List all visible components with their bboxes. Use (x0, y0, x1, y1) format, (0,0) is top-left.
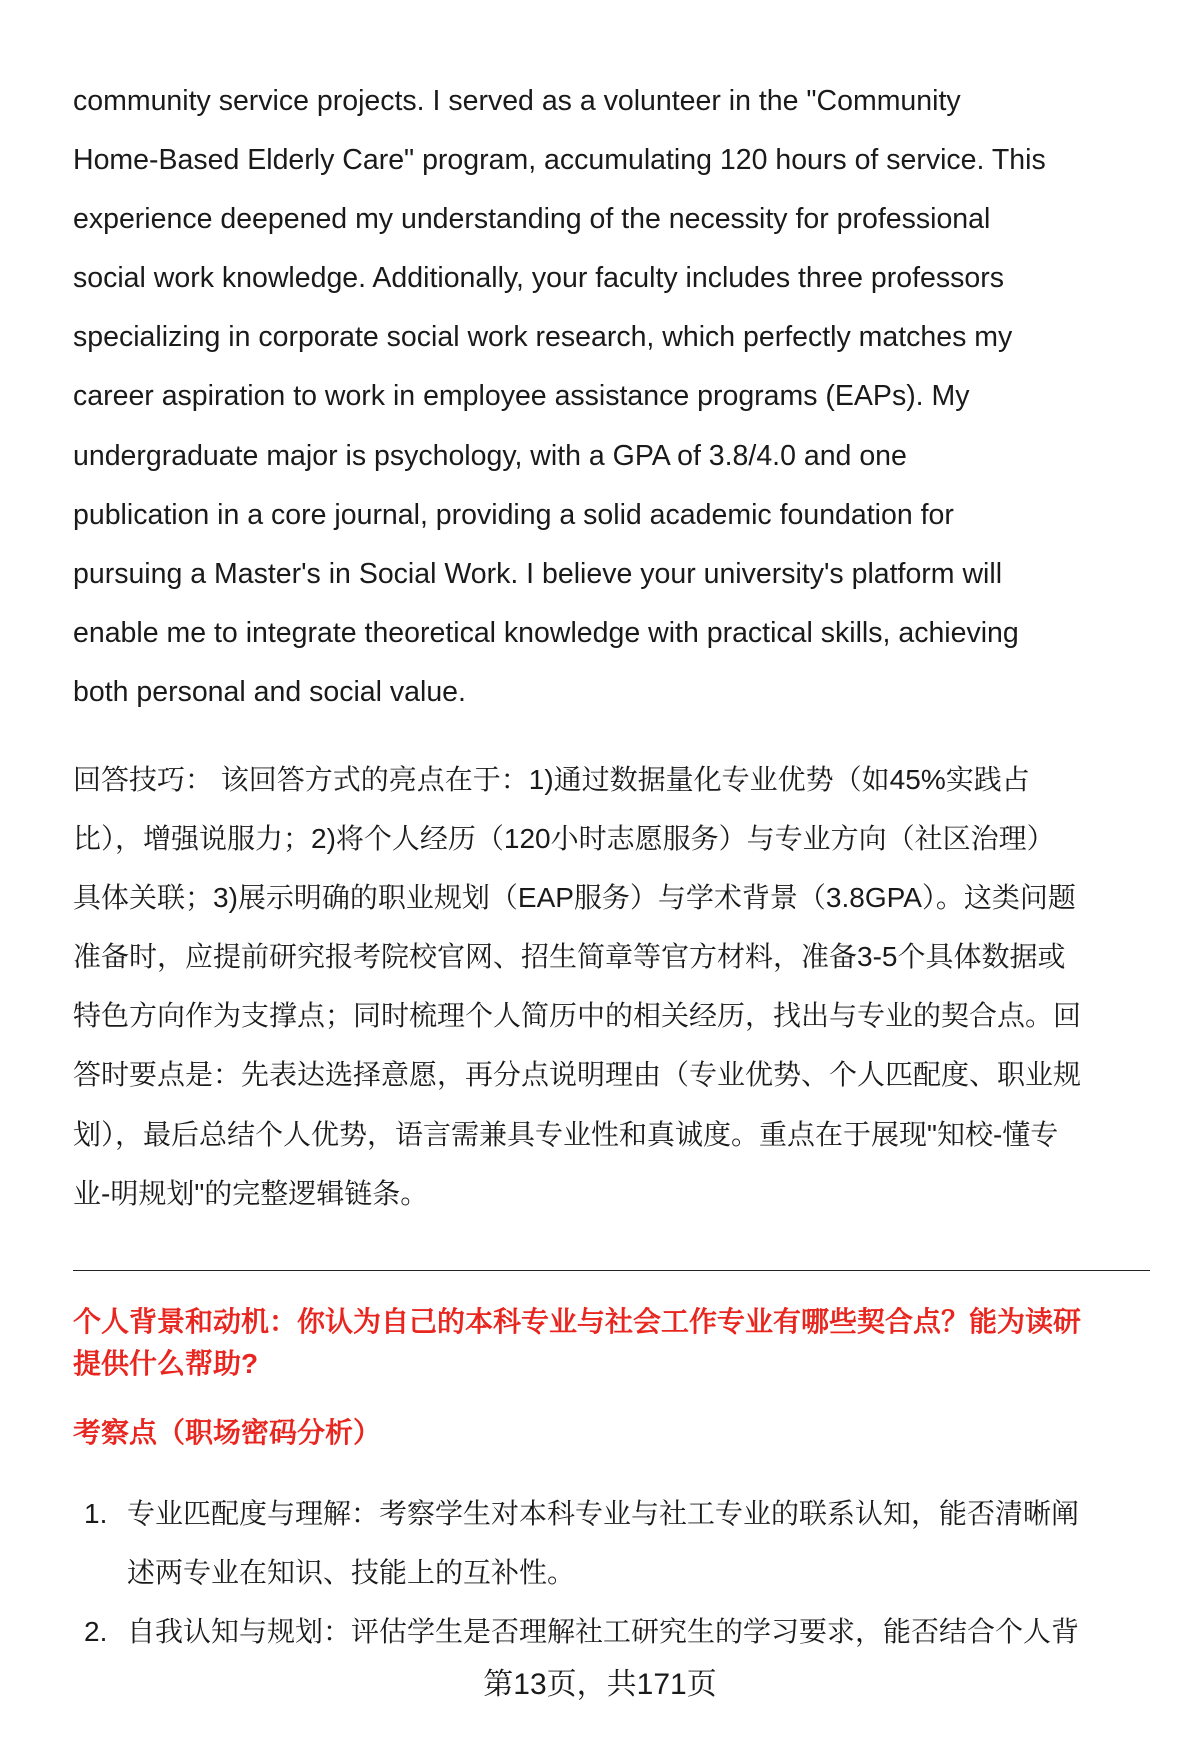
text-line: experience deepened my understanding of the necessity for professional (73, 203, 991, 236)
text-line: career aspiration to work in employee assistance programs (EAPs). My (73, 380, 970, 413)
text-line: enable me to integrate theoretical knowledge with practical skills, achieving (73, 616, 1019, 649)
heading-line: 提供什么帮助? (73, 1348, 259, 1379)
question-heading (73, 1301, 1153, 1385)
page-number: 第13页，共171页 (483, 1668, 717, 1701)
list-item-line: 述两专业在知识、技能上的互补性。 (127, 1557, 576, 1589)
text-line: 业-明规划"的完整逻辑链条。 (73, 1177, 429, 1209)
tips-paragraph (73, 750, 1153, 1223)
list-item (73, 1602, 1153, 1661)
section-heading: 考察点（职场密码分析） (73, 1417, 382, 1448)
text-line: social work knowledge. Additionally, your faculty includes three professors (73, 262, 1004, 295)
text-line: both personal and social value. (73, 675, 466, 708)
text-line: community service projects. I served as a volunteer in the "Community (73, 85, 961, 117)
text-line: 具体关联；3)展示明确的职业规划（EAP服务）与学术背景（3.8GPA）。这类问题 (73, 882, 1076, 914)
text-line: 划），最后总结个人优势，语言需兼具专业性和真诚度。重点在于展现"知校-懂专 (73, 1118, 1059, 1150)
list-number: 2. (84, 1616, 108, 1648)
text-line: 比），增强说服力；2)将个人经历（120小时志愿服务）与专业方向（社区治理） (73, 823, 1055, 855)
divider (73, 1270, 1150, 1271)
text-line: undergraduate major is psychology, with a GPA of 3.8/4.0 and one (73, 439, 907, 472)
heading-line: 个人背景和动机：你认为自己的本科专业与社会工作专业有哪些契合点？能为读研 (73, 1306, 1082, 1337)
text-line: Home-Based Elderly Care" program, accumulating 120 hours of service. This (73, 144, 1046, 177)
list-number: 1. (84, 1498, 108, 1529)
text-line: 答时要点是：先表达选择意愿，再分点说明理由（专业优势、个人匹配度、职业规 (73, 1059, 1082, 1091)
text-line: pursuing a Master's in Social Work. I believe your university's platform will (73, 557, 1003, 590)
text-line: 特色方向作为支撑点；同时梳理个人简历中的相关经历，找出与专业的契合点。回 (73, 1000, 1082, 1032)
answer-paragraph (73, 72, 1153, 722)
text-line: publication in a core journal, providing a solid academic foundation for (73, 498, 954, 531)
text-line: specializing in corporate social work research, which perfectly matches my (73, 321, 1013, 354)
list-item-line: 自我认知与规划：评估学生是否理解社工研究生的学习要求，能否结合个人背 (127, 1616, 1080, 1648)
list-item-line: 专业匹配度与理解：考察学生对本科专业与社工专业的联系认知，能否清晰阐 (127, 1498, 1080, 1529)
text-line: 准备时，应提前研究报考院校官网、招生简章等官方材料，准备3-5个具体数据或 (73, 941, 1066, 973)
list-item (73, 1484, 1153, 1602)
assessment-list (73, 1484, 1153, 1661)
text-line: 回答技巧： 该回答方式的亮点在于：1)通过数据量化专业优势（如45%实践占 (73, 764, 1030, 795)
